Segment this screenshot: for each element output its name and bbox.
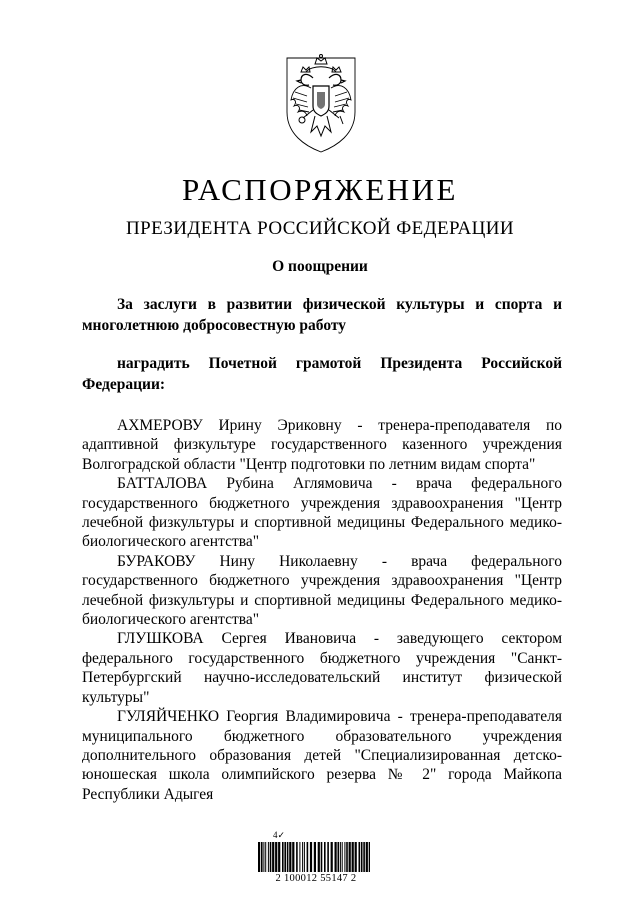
document-subtitle: ПРЕЗИДЕНТА РОССИЙСКОЙ ФЕДЕРАЦИИ bbox=[126, 218, 514, 239]
awardee-item: ГУЛЯЙЧЕНКО Георгия Владимировича - тренера-преподавателя муниципального бюджетного образовательного учреждения дополнительного образования детей "Специализированная детско-юношеская школа олимпийского резерва № 2" города Майкопа Республики Адыгея bbox=[82, 708, 562, 803]
awardee-item: ГЛУШКОВА Сергея Ивановича - заведующего сектором федерального государственного бюджетного учреждения "Санкт-Петербургский научно-исследовательский институт физической культуры" bbox=[82, 630, 562, 706]
awardee-list bbox=[82, 416, 562, 804]
coat-of-arms-emblem bbox=[277, 52, 365, 156]
awardee-item: АХМЕРОВУ Ирину Эриковну - тренера-преподавателя по адаптивной физкультуре государственного казенного учреждения Волгоградской области "Центр подготовки по летним видам спорта" bbox=[82, 417, 562, 473]
merit-clause: За заслуги в развитии физической культуры и спорта и многолетнюю добросовестную работу bbox=[82, 296, 562, 334]
awardee-item: БАТТАЛОВА Рубина Аглямовича - врача федерального государственного бюджетного учреждения здравоохранения "Центр лечебной физкультуры и спортивной медицины Федерального медико-биологического агентства" bbox=[82, 475, 562, 551]
award-clause: наградить Почетной грамотой Президента Российской Федерации: bbox=[82, 355, 562, 393]
crown-icon bbox=[301, 55, 341, 73]
barcode-number: 2 100012 55147 2 bbox=[275, 873, 357, 884]
document-topic: О поощрении bbox=[272, 258, 368, 275]
barcode-mark: 4✓ bbox=[273, 830, 286, 840]
barcode bbox=[258, 842, 370, 872]
document-title: РАСПОРЯЖЕНИЕ bbox=[182, 172, 458, 207]
awardee-item: БУРАКОВУ Нину Николаевну - врача федерального государственного бюджетного учреждения здравоохранения "Центр лечебной физкультуры и спортивной медицины Федерального медико-биологического агентства" bbox=[82, 552, 562, 629]
